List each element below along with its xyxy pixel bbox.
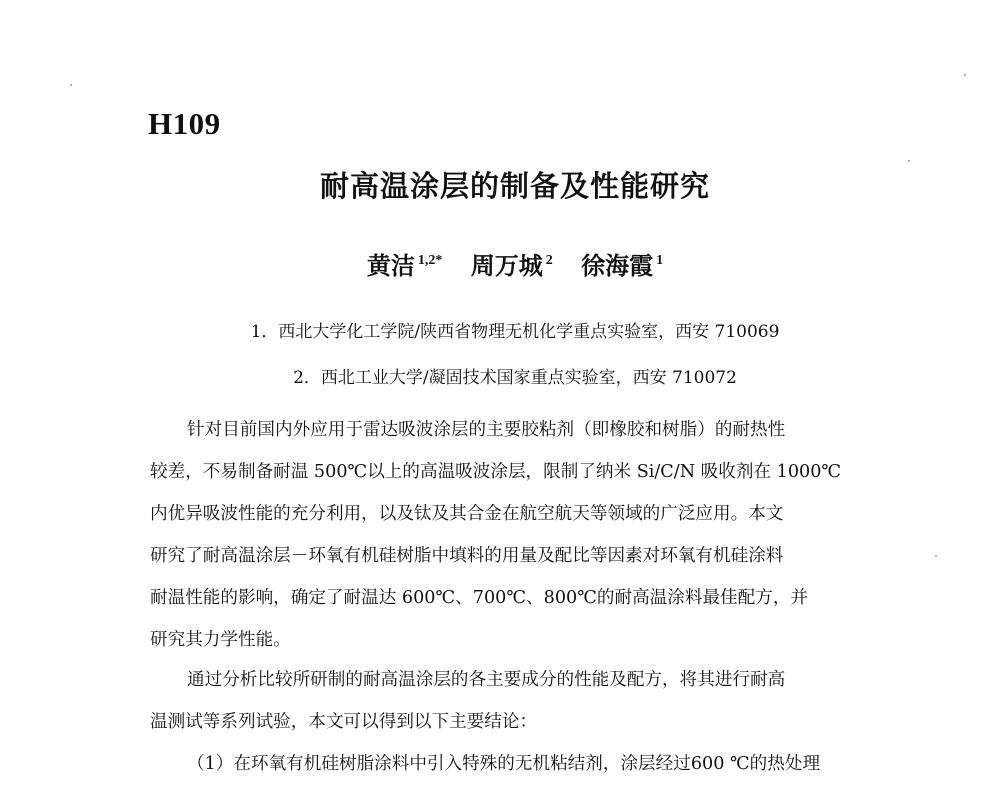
author bbox=[581, 241, 663, 286]
text-line: 研究其力学性能。 bbox=[150, 630, 291, 650]
text-line: 较差，不易制备耐温 500℃以上的高温吸波涂层，限制了纳米 Si/C/N 吸收剂在 1000℃ bbox=[150, 462, 842, 482]
scan-speck bbox=[70, 84, 72, 86]
text-line: 通过分析比较所研制的耐高温涂层的各主要成分的性能及配方，将其进行耐高 bbox=[187, 670, 786, 690]
text-line: 温测试等系列试验，本文可以得到以下主要结论： bbox=[150, 712, 538, 732]
author-name: 周万城 bbox=[470, 252, 543, 280]
scan-speck bbox=[964, 74, 966, 76]
affiliation-mark: 1 bbox=[656, 253, 664, 268]
affiliation-mark: 2 bbox=[545, 253, 553, 268]
affiliation-mark: 1,2* bbox=[417, 253, 443, 268]
text-line: （1）在环氧有机硅树脂涂料中引入特殊的无机粘结剂，涂层经过600 ℃的热处理 bbox=[187, 754, 821, 774]
author-name: 徐海霞 bbox=[581, 252, 654, 280]
scan-speck bbox=[935, 555, 937, 557]
author bbox=[471, 241, 553, 286]
affiliation-line: 1．西北大学化工学院/陕西省物理无机化学重点实验室，西安 710069 bbox=[250, 322, 780, 342]
author-list bbox=[0, 241, 1000, 286]
paper-code: H109 bbox=[148, 106, 221, 141]
abstract-paragraph bbox=[150, 409, 890, 661]
text-line: 针对目前国内外应用于雷达吸波涂层的主要胶粘剂（即橡胶和树脂）的耐热性 bbox=[187, 420, 786, 440]
affiliation-line: 2．西北工业大学/凝固技术国家重点实验室，西安 710072 bbox=[293, 368, 737, 388]
conclusion-paragraph bbox=[150, 659, 890, 785]
text-line: 内优异吸波性能的充分利用，以及钛及其合金在航空航天等领域的广泛应用。本文 bbox=[150, 504, 784, 524]
scan-speck bbox=[908, 160, 910, 162]
text-line: 研究了耐高温涂层－环氧有机硅树脂中填料的用量及配比等因素对环氧有机硅涂料 bbox=[150, 546, 784, 566]
author-name: 黄洁 bbox=[366, 252, 415, 280]
paper-title: 耐高温涂层的制备及性能研究 bbox=[319, 169, 710, 203]
author bbox=[367, 241, 443, 286]
text-line: 耐温性能的影响，确定了耐温达 600℃、700℃、800℃的耐高温涂料最佳配方，并 bbox=[150, 588, 809, 608]
